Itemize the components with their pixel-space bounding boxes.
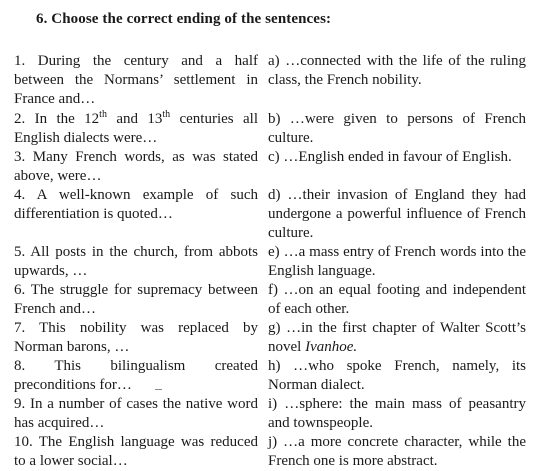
sentence-ending-h: h) …who spoke French, namely, its Norman dialect. xyxy=(268,358,526,393)
sentence-start-8: 8. This bilingualism created preconditions for… xyxy=(14,358,258,393)
sentence-ending-b: b) …were given to persons of French culture. xyxy=(268,111,526,146)
sentence-start-2: 2. In the 12th and 13th centuries all English dialects were… xyxy=(14,109,258,146)
sentence-ending-i: i) …sphere: the main mass of peasantry and townspeople. xyxy=(268,396,526,431)
sentence-start-7: 7. This nobility was replaced by Norman barons, … xyxy=(14,320,258,355)
scan-mark xyxy=(155,389,162,390)
sentence-start-4: 4. A well-known example of such differentiation is quoted… xyxy=(14,187,258,222)
exercise-title: 6. Choose the correct ending of the sentences: xyxy=(36,11,332,27)
sentence-ending-j: j) …a more concrete character, while the French one is more abstract. xyxy=(268,434,526,469)
sentence-ending-f: f) …on an equal footing and independent of each other. xyxy=(268,282,526,317)
sentence-start-6: 6. The struggle for supremacy between French and… xyxy=(14,282,258,317)
sentence-start-1: 1. During the century and a half between the Normans’ settlement in France and… xyxy=(14,53,258,107)
sentence-start-5: 5. All posts in the church, from abbots upwards, … xyxy=(14,244,258,279)
sentence-start-9: 9. In a number of cases the native word has acquired… xyxy=(14,396,258,431)
sentence-start-3: 3. Many French words, as was stated above, were… xyxy=(14,149,258,184)
sentence-ending-e: e) …a mass entry of French words into the English language. xyxy=(268,244,526,279)
sentence-ending-d: d) …their invasion of England they had undergone a powerful influence of French culture. xyxy=(268,187,526,241)
novel-title: Ivanhoe. xyxy=(305,339,358,355)
sentence-ending-g: g) …in the first chapter of Walter Scott’s novel Ivanhoe. xyxy=(268,320,526,355)
sentence-start-10: 10. The English language was reduced to a lower social… xyxy=(14,434,258,469)
sentence-ending-a: a) …connected with the life of the ruling class, the French nobility. xyxy=(268,53,526,88)
sentence-ending-c: c) …English ended in favour of English. xyxy=(268,149,512,165)
